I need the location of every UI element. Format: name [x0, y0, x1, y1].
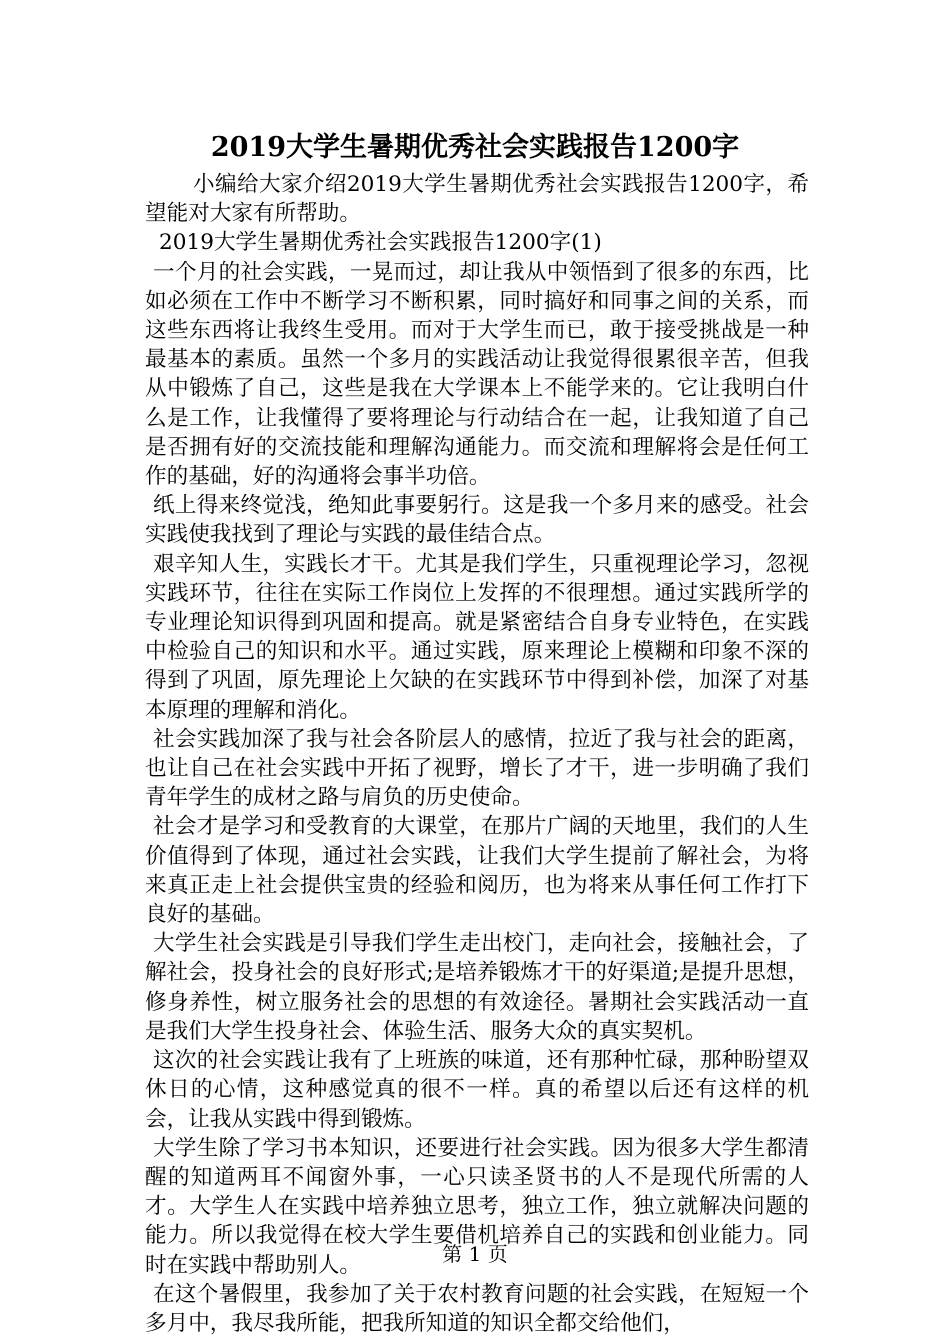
body-paragraph: 大学生社会实践是引导我们学生走出校门，走向社会，接触社会，了解社会，投身社会的良好形式;是培养锻炼才干的好渠道;是提升思想，修身养性，树立服务社会的思想的有效途径。暑期社会实践活动一直是我们大学生投身社会、体验生活、服务大众的真实契机。: [145, 931, 809, 1044]
body-paragraph: 社会实践加深了我与社会各阶层人的感情，拉近了我与社会的距离，也让自己在社会实践中开拓了视野，增长了才干，进一步明确了我们青年学生的成材之路与肩负的历史使命。: [145, 726, 809, 811]
section-subtitle: 2019大学生暑期优秀社会实践报告1200字(1): [159, 230, 602, 256]
body-paragraph: 大学生除了学习书本知识，还要进行社会实践。因为很多大学生都清醒的知道两耳不闻窗外事，一心只读圣贤书的人不是现代所需的人才。大学生人在实践中培养独立思考，独立工作，独立就解决问题的能力。所以我觉得在校大学生要借机培养自己的实践和创业能力。同时在实践中帮助别人。: [145, 1135, 809, 1278]
body-paragraph: 在这个暑假里，我参加了关于农村教育问题的社会实践，在短短一个多月中，我尽我所能，把我所知道的知识全都交给他们，: [145, 1281, 809, 1336]
body-paragraph: 纸上得来终觉浅，绝知此事要躬行。这是我一个多月来的感受。社会实践使我找到了理论与实践的最佳结合点。: [145, 493, 809, 548]
body-paragraph: 这次的社会实践让我有了上班族的味道，还有那种忙碌，那种盼望双休日的心情，这种感觉真的很不一样。真的希望以后还有这样的机会，让我从实践中得到锻炼。: [145, 1048, 809, 1132]
page-number-footer: 第 1 页: [442, 1242, 508, 1266]
body-paragraph: 社会才是学习和受教育的大课堂，在那片广阔的天地里，我们的人生价值得到了体现，通过社会实践，让我们大学生提前了解社会，为将来真正走上社会提供宝贵的经验和阅历，也为将来从事任何工作打下良好的基础。: [145, 814, 809, 928]
document-title: 2019大学生暑期优秀社会实践报告1200字: [210, 132, 740, 163]
document-body: [145, 170, 809, 1338]
body-paragraph: 艰辛知人生，实践长才干。尤其是我们学生，只重视理论学习，忽视实践环节，往往在实际工作岗位上发挥的不很理想。通过实践所学的专业理论知识得到巩固和提高。就是紧密结合自身专业特色，在实践中检验自己的知识和水平。通过实践，原来理论上模糊和印象不深的得到了巩固，原先理论上欠缺的在实践环节中得到补偿，加深了对基本原理的理解和消化。: [145, 551, 809, 723]
intro-paragraph: 小编给大家介绍2019大学生暑期优秀社会实践报告1200字，希望能对大家有所帮助。: [145, 172, 809, 227]
body-paragraph: 一个月的社会实践，一晃而过，却让我从中领悟到了很多的东西，比如必须在工作中不断学习不断积累，同时搞好和同事之间的关系，而这些东西将让我终生受用。而对于大学生而已，敢于接受挑战是一种最基本的素质。虽然一个多月的实践活动让我觉得很累很辛苦，但我从中锻炼了自己，这些是我在大学课本上不能学来的。它让我明白什么是工作，让我懂得了要将理论与行动结合在一起，让我知道了自己是否拥有好的交流技能和理解沟通能力。而交流和理解将会是任何工作的基础，好的沟通将会事半功倍。: [145, 259, 809, 490]
